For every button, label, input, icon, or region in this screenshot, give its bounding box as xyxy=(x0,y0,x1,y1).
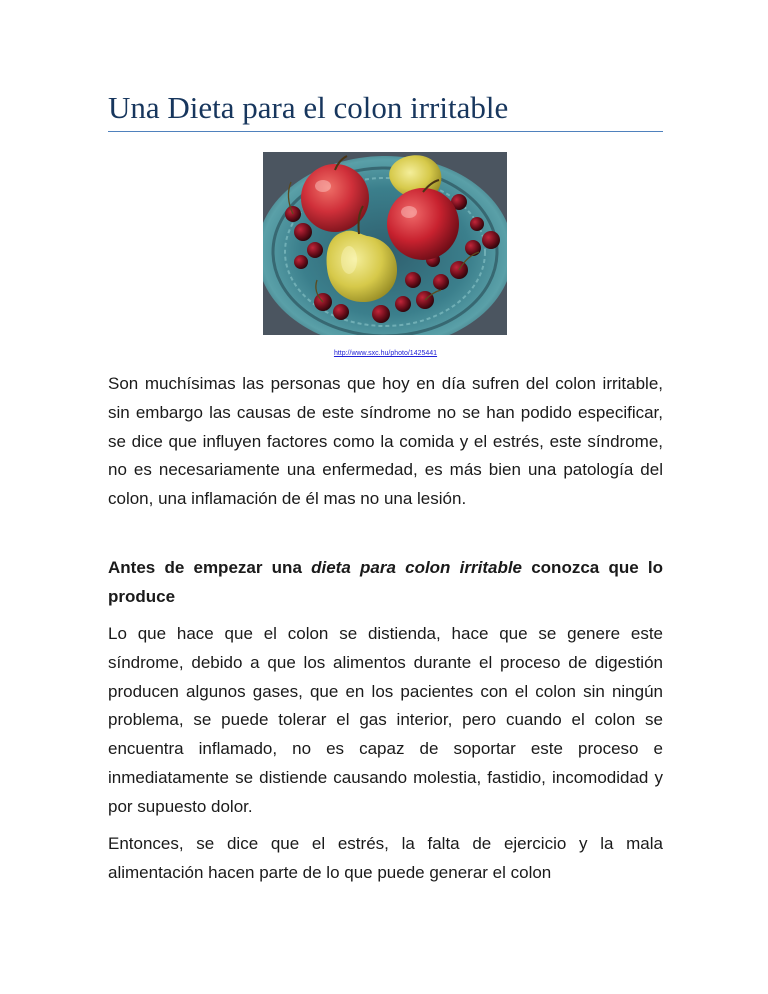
image-credit-link[interactable]: http://www.sxc.hu/photo/1425441 xyxy=(333,350,438,357)
section-heading-emphasis: dieta para colon irritable xyxy=(311,558,523,577)
section-heading-part-1: Antes de empezar una xyxy=(108,558,312,577)
section-heading-part-2: conozca que lo produce xyxy=(108,558,663,606)
document-title: Una Dieta para el colon irritable xyxy=(108,90,509,125)
paragraph-2: Lo que hace que el colon se distienda, hace que se genere este síndrome, debido a que los alimentos durante el proceso de digestión producen algunos gases, que en los pacientes con el colon sin ningún problema, se puede tolerar el gas interior, pero cuando el colon se encuentra inflamado, no es capaz de soportar este proceso e inmediatamente se distiende causando molestia, fastidio, incomodidad y por supuesto dolor. xyxy=(108,624,663,816)
paragraph-1: Son muchísimas las personas que hoy en día sufren del colon irritable, sin embargo las causas de este síndrome no se han podido especificar, se dice que influyen factores como la comida y el estrés, este síndrome, no es necesariamente una enfermedad, es más bien una patología del colon, una inflamación de él mas no una lesión. xyxy=(108,374,663,509)
title-underline-rule xyxy=(108,131,663,132)
fruit-bowl-photo xyxy=(263,152,507,335)
paragraph-3: Entonces, se dice que el estrés, la falta de ejercicio y la mala alimentación hacen parte de lo que puede generar el colon xyxy=(108,834,663,882)
section-heading xyxy=(108,554,663,612)
